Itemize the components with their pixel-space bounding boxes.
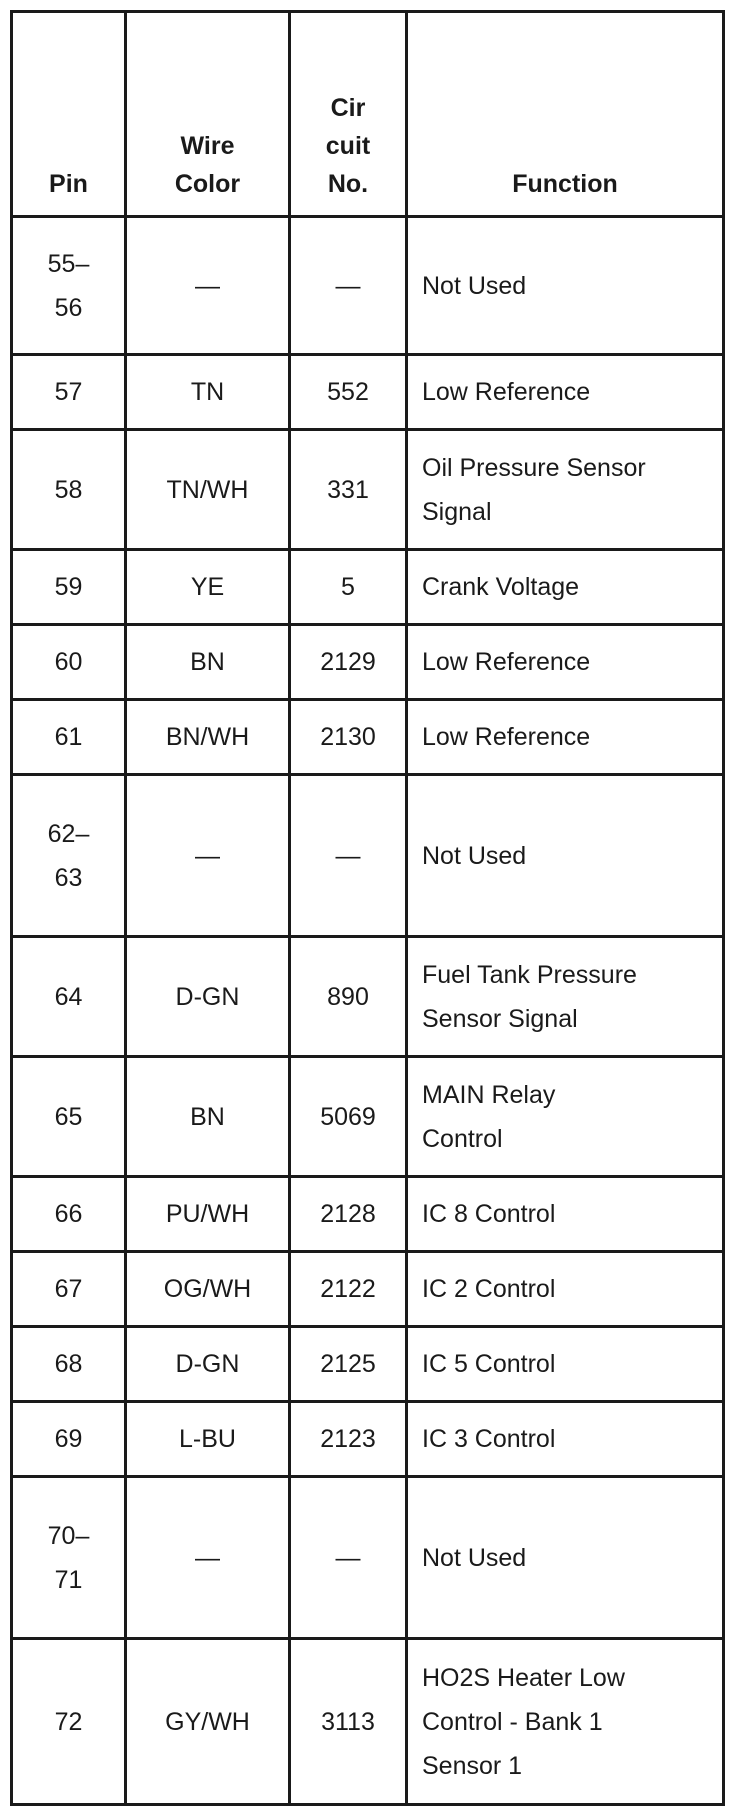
cell-circuit-no: 2122 bbox=[290, 1252, 407, 1327]
cell-function: Low Reference bbox=[407, 700, 724, 775]
cell-wire-color: D-GN bbox=[126, 937, 290, 1057]
cell-wire-color: — bbox=[126, 1477, 290, 1639]
cell-pin: 59 bbox=[12, 550, 126, 625]
cell-function: Crank Voltage bbox=[407, 550, 724, 625]
cell-pin: 57 bbox=[12, 355, 126, 430]
cell-circuit-no: 890 bbox=[290, 937, 407, 1057]
cell-pin: 66 bbox=[12, 1177, 126, 1252]
header-pin: Pin bbox=[12, 12, 126, 217]
cell-wire-color: BN/WH bbox=[126, 700, 290, 775]
cell-pin: 58 bbox=[12, 430, 126, 550]
cell-circuit-no: 2128 bbox=[290, 1177, 407, 1252]
cell-wire-color: TN/WH bbox=[126, 430, 290, 550]
cell-function: Not Used bbox=[407, 217, 724, 355]
cell-circuit-no: 5 bbox=[290, 550, 407, 625]
cell-circuit-no: 2129 bbox=[290, 625, 407, 700]
cell-wire-color: — bbox=[126, 775, 290, 937]
table-row bbox=[12, 1057, 724, 1177]
table-row bbox=[12, 550, 724, 625]
cell-wire-color: GY/WH bbox=[126, 1639, 290, 1805]
cell-circuit-no: 2125 bbox=[290, 1327, 407, 1402]
table-body bbox=[12, 217, 724, 1805]
connector-pinout-table bbox=[10, 10, 725, 1806]
table-row bbox=[12, 1402, 724, 1477]
table-row bbox=[12, 1327, 724, 1402]
cell-wire-color: — bbox=[126, 217, 290, 355]
cell-circuit-no: 552 bbox=[290, 355, 407, 430]
cell-circuit-no: 2130 bbox=[290, 700, 407, 775]
header-circuit-no: Cir cuit No. bbox=[290, 12, 407, 217]
cell-circuit-no: 331 bbox=[290, 430, 407, 550]
cell-function: MAIN Relay Control bbox=[407, 1057, 724, 1177]
cell-pin: 72 bbox=[12, 1639, 126, 1805]
cell-circuit-no: 3113 bbox=[290, 1639, 407, 1805]
cell-function: Oil Pressure Sensor Signal bbox=[407, 430, 724, 550]
table-row bbox=[12, 1177, 724, 1252]
cell-function: Low Reference bbox=[407, 625, 724, 700]
table-row bbox=[12, 1477, 724, 1639]
table-row bbox=[12, 700, 724, 775]
cell-circuit-no: 2123 bbox=[290, 1402, 407, 1477]
table-row bbox=[12, 1639, 724, 1805]
cell-pin: 60 bbox=[12, 625, 126, 700]
cell-function: IC 5 Control bbox=[407, 1327, 724, 1402]
cell-function: Fuel Tank Pressure Sensor Signal bbox=[407, 937, 724, 1057]
cell-wire-color: L-BU bbox=[126, 1402, 290, 1477]
cell-circuit-no: — bbox=[290, 217, 407, 355]
table-row bbox=[12, 625, 724, 700]
cell-wire-color: D-GN bbox=[126, 1327, 290, 1402]
cell-pin: 68 bbox=[12, 1327, 126, 1402]
cell-function: Not Used bbox=[407, 1477, 724, 1639]
cell-wire-color: TN bbox=[126, 355, 290, 430]
cell-pin: 62– 63 bbox=[12, 775, 126, 937]
cell-function: Low Reference bbox=[407, 355, 724, 430]
cell-pin: 64 bbox=[12, 937, 126, 1057]
cell-pin: 69 bbox=[12, 1402, 126, 1477]
cell-circuit-no: 5069 bbox=[290, 1057, 407, 1177]
cell-wire-color: BN bbox=[126, 625, 290, 700]
cell-circuit-no: — bbox=[290, 775, 407, 937]
cell-function: HO2S Heater Low Control - Bank 1 Sensor 1 bbox=[407, 1639, 724, 1805]
cell-wire-color: BN bbox=[126, 1057, 290, 1177]
cell-pin: 55– 56 bbox=[12, 217, 126, 355]
header-function: Function bbox=[407, 12, 724, 217]
table-row bbox=[12, 937, 724, 1057]
header-row bbox=[12, 12, 724, 217]
cell-pin: 70– 71 bbox=[12, 1477, 126, 1639]
cell-pin: 61 bbox=[12, 700, 126, 775]
cell-function: IC 2 Control bbox=[407, 1252, 724, 1327]
header-wire-color: Wire Color bbox=[126, 12, 290, 217]
cell-wire-color: PU/WH bbox=[126, 1177, 290, 1252]
cell-circuit-no: — bbox=[290, 1477, 407, 1639]
table-row bbox=[12, 217, 724, 355]
cell-function: IC 8 Control bbox=[407, 1177, 724, 1252]
cell-function: Not Used bbox=[407, 775, 724, 937]
cell-pin: 65 bbox=[12, 1057, 126, 1177]
cell-pin: 67 bbox=[12, 1252, 126, 1327]
table-header bbox=[12, 12, 724, 217]
cell-wire-color: OG/WH bbox=[126, 1252, 290, 1327]
table-row bbox=[12, 775, 724, 937]
table-row bbox=[12, 1252, 724, 1327]
table-row bbox=[12, 430, 724, 550]
table-row bbox=[12, 355, 724, 430]
cell-function: IC 3 Control bbox=[407, 1402, 724, 1477]
cell-wire-color: YE bbox=[126, 550, 290, 625]
